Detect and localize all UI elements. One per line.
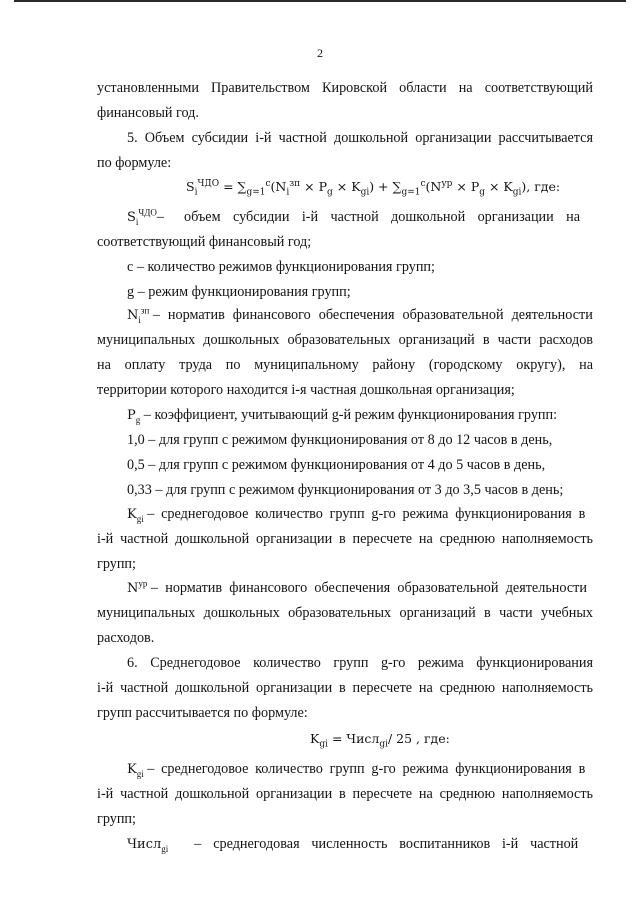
text-line: – среднегодовое количество групп g-го режима функционирования в (147, 761, 586, 777)
text-line: 6. Среднегодовое количество групп g-го режима функционирования (127, 655, 593, 671)
text-line: – среднегодовое количество групп g-го режима функционирования в (147, 506, 586, 522)
text-line: объем субсидии i-й частной дошкольной организации на (184, 209, 581, 225)
text-line: финансовый год. (97, 105, 199, 121)
text-line: i-й частной дошкольной организации в пересчете на среднюю наполняемость (97, 680, 593, 696)
group-count-formula: $K_{gi}$ = Числ$_{gi}$/ 25 , где: (310, 731, 450, 750)
definition-s-chdo: $S_i^{ЧДО}-$ объем субсидии i-й частной дошкольной организации на (127, 207, 581, 227)
text-line: групп рассчитывается по формуле: (97, 705, 308, 721)
text-line: установленными Правительством Кировской области на соответствующий (97, 80, 593, 96)
text-line: групп; (97, 556, 136, 572)
text-line: i-й частной дошкольной организации в пересчете на среднюю наполняемость (97, 531, 593, 547)
text-line: 0,5 – для групп с режимом функционирования от 4 до 5 часов в день, (127, 457, 546, 473)
text-line: g – режим функционирования групп; (127, 284, 351, 300)
text-line: 5. Объем субсидии i-й частной дошкольной организации рассчитывается (127, 130, 593, 146)
text-line: расходов. (97, 630, 155, 646)
text-line: – коэффициент, учитывающий g-й режим функционирования групп: (143, 407, 558, 423)
text-line: – среднегодовая численность воспитанников i-й частной (194, 836, 579, 852)
definition-k-gi: $K_{gi}$ – среднегодовое количество групп g-го режима функционирования в (127, 506, 586, 524)
definition-k-gi-2: $K_{gi}$ – среднегодовое количество групп g-го режима функционирования в (127, 761, 586, 779)
text-line: по формуле: (97, 155, 172, 171)
definition-n-ur: $N^{ур}$ – норматив финансового обеспечения образовательной деятельности (127, 578, 587, 596)
page-number: 2 (317, 46, 323, 60)
text-line: групп; (97, 811, 136, 827)
text-line: муниципальных дошкольных образовательных организаций в части учебных (97, 605, 593, 621)
text-line: 1,0 – для групп с режимом функционирования от 8 до 12 часов в день, (127, 432, 553, 448)
text-line: территории которого находится i-я частная дошкольная организация; (97, 382, 515, 398)
text-line: c – количество режимов функционирования групп; (127, 259, 435, 275)
subsidy-formula: $S_i^{ЧДО} = \sum_{g=1}^c(N_i^{зп} \times P_g \times K_{gi}) + \sum_{g=1}^c(N^{ур} \times P_g \times K_{gi})$, где: (186, 178, 561, 198)
definition-n-zp: $N_i^{зп}$ – норматив финансового обеспечения образовательной деятельности (127, 305, 593, 325)
definition-p-g: $P_g$ – коэффициент, учитывающий g-й режим функционирования групп: (127, 407, 558, 425)
page-top-edge (14, 0, 626, 2)
text-line: 0,33 – для групп с режимом функционирования от 3 до 3,5 часов в день; (127, 482, 564, 498)
text-line: на оплату труда по муниципальному району (городскому округу), на (97, 357, 593, 373)
definition-chisl-gi: Числ$_{gi}$ – среднегодовая численность воспитанников i-й частной (127, 836, 579, 854)
text-line: i-й частной дошкольной организации в пересчете на среднюю наполняемость (97, 786, 593, 802)
text-line: муниципальных дошкольных образовательных организаций в части расходов (97, 332, 593, 348)
text-line: – норматив финансового обеспечения образовательной деятельности (152, 307, 593, 323)
text-line: – норматив финансового обеспечения образовательной деятельности (150, 580, 587, 596)
text-line: соответствующий финансовый год; (97, 234, 312, 250)
